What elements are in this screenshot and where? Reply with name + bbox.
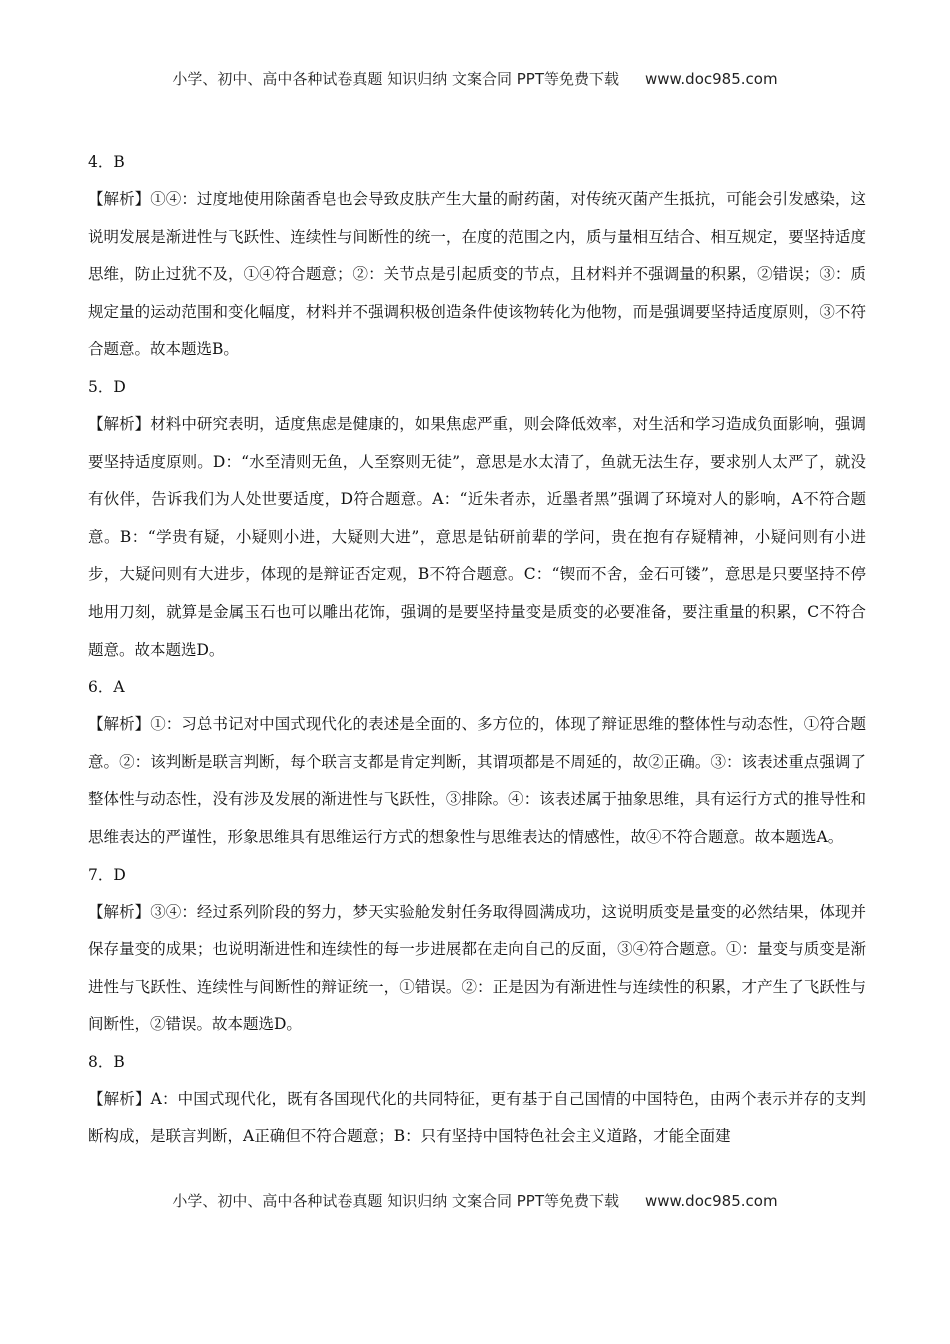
answer-label: 4．B (88, 153, 125, 171)
question-item-6 (88, 669, 866, 856)
answer-label: 5．D (88, 377, 126, 396)
analysis-paragraph (88, 706, 866, 856)
question-item-4 (88, 144, 866, 369)
question-item-5 (88, 369, 866, 669)
analysis-paragraph (88, 406, 866, 669)
analysis-tag: 【解析】 (88, 190, 151, 208)
analysis-tag: 【解析】 (88, 902, 151, 921)
analysis-tag: 【解析】 (88, 715, 151, 734)
footer-text: 小学、初中、高中各种试卷真题 知识归纳 文案合同 PPT等免费下载 (172, 1192, 619, 1210)
question-item-8 (88, 1044, 866, 1156)
analysis-text: ①：习总书记对中国式现代化的表述是全面的、多方位的，体现了辩证思维的整体性与动态性，①符合题意。②：该判断是联言判断，每个联言支都是肯定判断，其谓项都是不周延的，故②正确。③：该表述重点强调了整体性与动态性，没有涉及发展的渐进性与飞跃性，③排除。④：该表述属于抽象思维，具有运行方式的推导性和思维表达的严谨性，形象思维具有思维运行方式的想象性与思维表达的情感性，故④不符合题意。故本题选A。 (88, 715, 866, 846)
page-footer (0, 1190, 950, 1211)
answer-label: 8．B (88, 1052, 125, 1071)
answer-label: 6．A (88, 678, 125, 697)
answer-label: 7．D (88, 865, 126, 884)
footer-url-link[interactable]: www.doc985.com (644, 1192, 778, 1210)
page-header (0, 68, 950, 89)
header-text: 小学、初中、高中各种试卷真题 知识归纳 文案合同 PPT等免费下载 (172, 70, 619, 88)
analysis-tag: 【解析】 (88, 414, 151, 433)
analysis-paragraph (88, 181, 866, 369)
analysis-paragraph (88, 1081, 866, 1156)
analysis-text: A：中国式现代化，既有各国现代化的共同特征，更有基于自己国情的中国特色，由两个表示并存的支判断构成，是联言判断，A正确但不符合题意；B：只有坚持中国特色社会主义道路，才能全面建 (88, 1089, 866, 1146)
analysis-text: ①④：过度地使用除菌香皂也会导致皮肤产生大量的耐药菌，对传统灭菌产生抵抗，可能会引发感染，这说明发展是渐进性与飞跃性、连续性与间断性的统一，在度的范围之内，质与量相互结合、相互规定，要坚持适度思维，防止过犹不及，①④符合题意；②：关节点是引起质变的节点，且材料并不强调量的积累，②错误；③：质规定量的运动范围和变化幅度，材料并不强调积极创造条件使该物转化为他物，而是强调要坚持适度原则，③不符合题意。故本题选B。 (88, 190, 866, 359)
analysis-tag: 【解析】 (88, 1089, 151, 1108)
analysis-text: 材料中研究表明，适度焦虑是健康的，如果焦虑严重，则会降低效率，对生活和学习造成负面影响，强调要坚持适度原则。D：“水至清则无鱼，人至察则无徒”，意思是水太清了，鱼就无法生存，要求别人太严了，就没有伙伴，告诉我们为人处世要适度，D符合题意。A：“近朱者赤，近墨者黑”强调了环境对人的影响，A不符合题意。B：“学贵有疑，小疑则小进，大疑则大进”，意思是钻研前辈的学问，贵在抱有存疑精神，小疑问则有小进步，大疑问则有大进步，体现的是辩证否定观，B不符合题意。C：“锲而不舍，金石可镂”，意思是只要坚持不停地用刀刻，就算是金属玉石也可以雕出花饰，强调的是要坚持量变是质变的必要准备，要注重量的积累，C不符合题意。故本题选D。 (88, 414, 866, 659)
analysis-text: ③④：经过系列阶段的努力，梦天实验舱发射任务取得圆满成功，这说明质变是量变的必然结果，体现并保存量变的成果；也说明渐进性和连续性的每一步进展都在走向自己的反面，③④符合题意。①：量变与质变是渐进性与飞跃性、连续性与间断性的辩证统一，①错误。②：正是因为有渐进性与连续性的积累，才产生了飞跃性与间断性，②错误。故本题选D。 (88, 902, 866, 1034)
question-item-7 (88, 857, 866, 1044)
analysis-paragraph (88, 894, 866, 1044)
header-url-link[interactable]: www.doc985.com (644, 70, 778, 88)
document-body (88, 144, 866, 1156)
